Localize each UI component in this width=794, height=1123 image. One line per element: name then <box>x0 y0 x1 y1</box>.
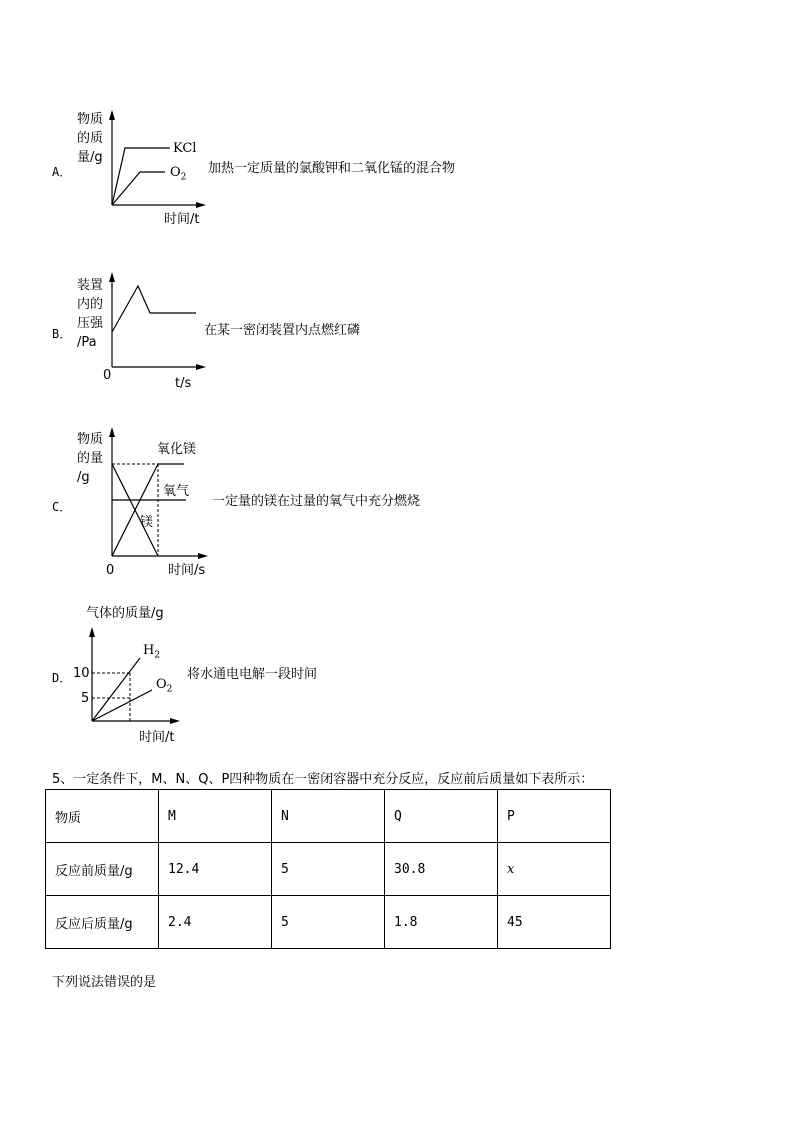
option-d-h2-line <box>92 658 140 721</box>
option-a-ylabel-line: 的质 <box>77 131 104 146</box>
option-d-x-arrow <box>170 718 180 724</box>
table-cell: 反应前质量/g <box>46 843 159 896</box>
option-a-letter: A． <box>52 165 72 179</box>
table-cell: 5 <box>272 896 385 949</box>
option-a-o2-label: $O_2$ <box>170 165 187 183</box>
option-c-description: 一定量的镁在过量的氧气中充分燃烧 <box>212 494 421 509</box>
table-cell: P <box>498 790 611 843</box>
option-c-o2-label: 氧气 <box>163 484 190 499</box>
option-c-ylabel-line: 物质 <box>77 432 104 447</box>
option-b-ylabel-line: /Pa <box>77 335 97 350</box>
option-a-ylabel-line: 物质 <box>77 112 104 127</box>
option-d-description: 将水通电电解一段时间 <box>187 667 318 682</box>
table-cell: 30.8 <box>385 843 498 896</box>
option-a-kcl-label: KCl <box>173 141 197 156</box>
option-c-ylabel-line: 的量 <box>77 451 104 466</box>
question-5-prompt: 下列说法错误的是 <box>52 975 157 990</box>
option-b-xlabel: t/s <box>175 376 192 391</box>
option-d-letter: D． <box>52 671 72 685</box>
option-d-ylabel: 气体的质量/g <box>86 606 164 621</box>
table-cell: 反应后质量/g <box>46 896 159 949</box>
table-cell: 2.4 <box>159 896 272 949</box>
option-d-tick-10: 10 <box>73 666 90 681</box>
table-cell: Q <box>385 790 498 843</box>
table-cell: M <box>159 790 272 843</box>
option-d-h2-label: $H_2$ <box>143 643 161 661</box>
option-c-origin: 0 <box>106 563 115 578</box>
table-cell: 物质 <box>46 790 159 843</box>
table-row <box>46 843 611 896</box>
question-5-stem: 5、一定条件下，M、N、Q、P四种物质在一密闭容器中充分反应，反应前后质量如下表所示： <box>52 772 594 787</box>
option-a-xlabel: 时间/t <box>164 212 200 227</box>
option-b-description: 在某一密闭装置内点燃红磷 <box>204 323 361 338</box>
table-cell: x <box>498 843 611 896</box>
option-b-letter: B． <box>52 327 72 341</box>
table-cell: 45 <box>498 896 611 949</box>
option-b-ylabel-line: 装置 <box>77 278 104 293</box>
table-cell: 12.4 <box>159 843 272 896</box>
table-cell: N <box>272 790 385 843</box>
option-c-mg-label: 镁 <box>140 515 154 530</box>
option-d-o2-label: $O_2$ <box>156 677 173 695</box>
option-a-ylabel-line: 量/g <box>77 150 103 165</box>
option-b-origin: 0 <box>103 368 112 383</box>
option-d-o2-line <box>92 690 152 721</box>
table-row <box>46 790 611 843</box>
table-cell: 1.8 <box>385 896 498 949</box>
option-a-description: 加热一定质量的氯酸钾和二氧化锰的混合物 <box>208 161 456 176</box>
option-d-tick-5: 5 <box>81 691 90 706</box>
option-c-ylabel-line: /g <box>77 470 90 485</box>
option-b-ylabel-line: 内的 <box>77 297 104 312</box>
option-d-xlabel: 时间/t <box>139 730 175 745</box>
option-c-xlabel: 时间/s <box>168 563 206 578</box>
table-row <box>46 896 611 949</box>
option-b-ylabel-line: 压强 <box>77 316 104 331</box>
option-c-letter: C． <box>52 500 72 514</box>
option-c-mgo-label: 氧化镁 <box>157 442 197 457</box>
mass-table <box>45 789 611 949</box>
table-cell: 5 <box>272 843 385 896</box>
